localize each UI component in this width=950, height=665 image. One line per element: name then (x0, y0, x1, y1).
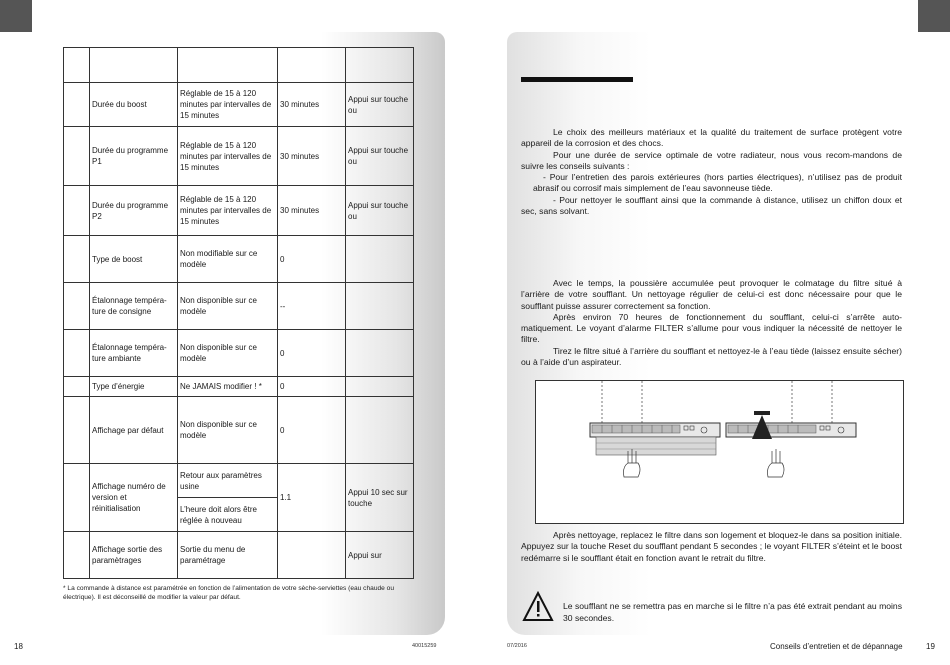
table-row (64, 83, 414, 127)
print-date: 07/2016 (507, 643, 527, 649)
table-row (64, 330, 414, 377)
reinstall-section (521, 530, 902, 564)
bullet-item: - Pour nettoyer le soufflant ainsi que la commande à distance, utilisez un chiffon doux et sec, sans solvant. (521, 194, 902, 217)
default-cell: -- (278, 283, 346, 330)
default-cell: 1.1 (278, 464, 346, 532)
param-cell: Affichage sortie des paramètrages (90, 532, 178, 579)
param-cell: Type d’énergie (90, 377, 178, 397)
table-row (64, 127, 414, 186)
range-cell: Sortie du menu de paramétrage (178, 532, 278, 579)
range-cell: Réglable de 15 à 120 minutes par intervalles de 15 minutes (178, 127, 278, 186)
paragraph: Après nettoyage, replacez le filtre dans son logement et bloquez-le dans sa position initiale. Appuyez sur la touche Reset du soufflant pendant 5 secondes ; le voyant FILTER s’éteint et le boost redémarre si le soufflant était en fonction avant le retrait du filtre. (521, 530, 902, 563)
default-cell: 30 minutes (278, 186, 346, 236)
paragraph: Pour une durée de service optimale de votre radiateur, nous vous recom-mandons de suivre les conseils suivants : (521, 149, 902, 171)
action-cell (346, 236, 414, 283)
param-cell: Étalonnage tempéra-ture de consigne (90, 283, 178, 330)
action-cell (346, 397, 414, 464)
default-cell (278, 532, 346, 579)
corner-tab-right (918, 0, 950, 32)
param-cell: Durée du programme P2 (90, 186, 178, 236)
table-footnote: * La commande à distance est paramétrée en fonction de l’alimentation de votre sèche-serviettes (eau chaude ou électrique). Il est déconseillé de modifier la valeur par défaut. (63, 585, 394, 601)
default-cell: 0 (278, 236, 346, 283)
paragraph: Tirez le filtre situé à l’arrière du soufflant et nettoyez-le à l’eau tiède (laissez ensuite sécher) ou à l’aide d’un aspirateur. (521, 345, 902, 368)
default-cell: 0 (278, 330, 346, 377)
action-cell: Appui 10 sec sur touche (346, 464, 414, 532)
range-cell: Non modifiable sur ce modèle (178, 236, 278, 283)
care-section (521, 127, 902, 217)
filter-illustration (535, 380, 904, 524)
page-number-left: 18 (14, 642, 23, 651)
filter-section (521, 278, 902, 368)
action-cell (346, 283, 414, 330)
action-cell: Appui sur (346, 532, 414, 579)
doc-code: 40015259 (412, 643, 437, 649)
paragraph: Le choix des meilleurs matériaux et la qualité du traitement de surface protègent votre appareil de la corrosion et des chocs. (521, 127, 902, 149)
warning-icon (522, 591, 554, 623)
table-row (64, 236, 414, 283)
action-cell (346, 330, 414, 377)
action-cell: Appui sur touche ou (346, 127, 414, 186)
table-row (64, 186, 414, 236)
action-cell: Appui sur touche ou (346, 83, 414, 127)
param-cell: Affichage numéro de version et réinitialisation (90, 464, 178, 532)
bullet-item: - Pour l’entretien des parois extérieures (hors parties électriques), n’utilisez pas de produit abrasif ou corrosif mais simplement de l’eau savonneuse tiède. (533, 172, 902, 194)
table-header-row (64, 48, 414, 83)
range-cell: Non disponible sur ce modèle (178, 397, 278, 464)
corner-tab-left (0, 0, 32, 32)
param-cell: Durée du programme P1 (90, 127, 178, 186)
filter-removal-diagram (536, 381, 903, 523)
paragraph: Après environ 70 heures de fonctionnement du soufflant, celui-ci s’arrête auto-matiquement. Le voyant d’alarme FILTER s’allume pour vous indiquer la nécessité de nettoyer le filtre. (521, 311, 902, 345)
page-number-right: 19 (926, 642, 935, 651)
param-cell: Durée du boost (90, 83, 178, 127)
range-cell: Ne JAMAIS modifier ! * (178, 377, 278, 397)
table-row (64, 532, 414, 579)
default-cell: 30 minutes (278, 127, 346, 186)
action-cell (346, 377, 414, 397)
range-cell: Réglable de 15 à 120 minutes par intervalles de 15 minutes (178, 83, 278, 127)
range-cell: Réglable de 15 à 120 minutes par intervalles de 15 minutes (178, 186, 278, 236)
footer-title: Conseils d’entretien et de dépannage (770, 642, 903, 651)
warning-text: Le soufflant ne se remettra pas en marche si le filtre n’a pas été extrait pendant au moins 30 secondes. (563, 601, 902, 623)
default-cell: 30 minutes (278, 83, 346, 127)
range-cell: Non disponible sur ce modèle (178, 330, 278, 377)
param-cell: Type de boost (90, 236, 178, 283)
param-cell: Affichage par défaut (90, 397, 178, 464)
param-cell: Étalonnage tempéra-ture ambiante (90, 330, 178, 377)
action-cell: Appui sur touche ou (346, 186, 414, 236)
section-heading-bar (521, 77, 633, 82)
default-cell: 0 (278, 397, 346, 464)
table-row (64, 464, 414, 498)
table-row (64, 397, 414, 464)
table-row (64, 283, 414, 330)
settings-table (63, 47, 414, 579)
range-cell: Non disponible sur ce modèle (178, 283, 278, 330)
range-cell: Retour aux paramètres usine (178, 464, 278, 498)
paragraph: Avec le temps, la poussière accumulée peut provoquer le colmatage du filtre situé à l’arrière de votre soufflant. Un nettoyage régulier de celui-ci est donc nécessaire pour que le soufflant puisse assurer correctement sa fonction. (521, 278, 902, 311)
default-cell: 0 (278, 377, 346, 397)
table-row (64, 377, 414, 397)
range-cell: L’heure doit alors être réglée à nouveau (178, 498, 278, 532)
